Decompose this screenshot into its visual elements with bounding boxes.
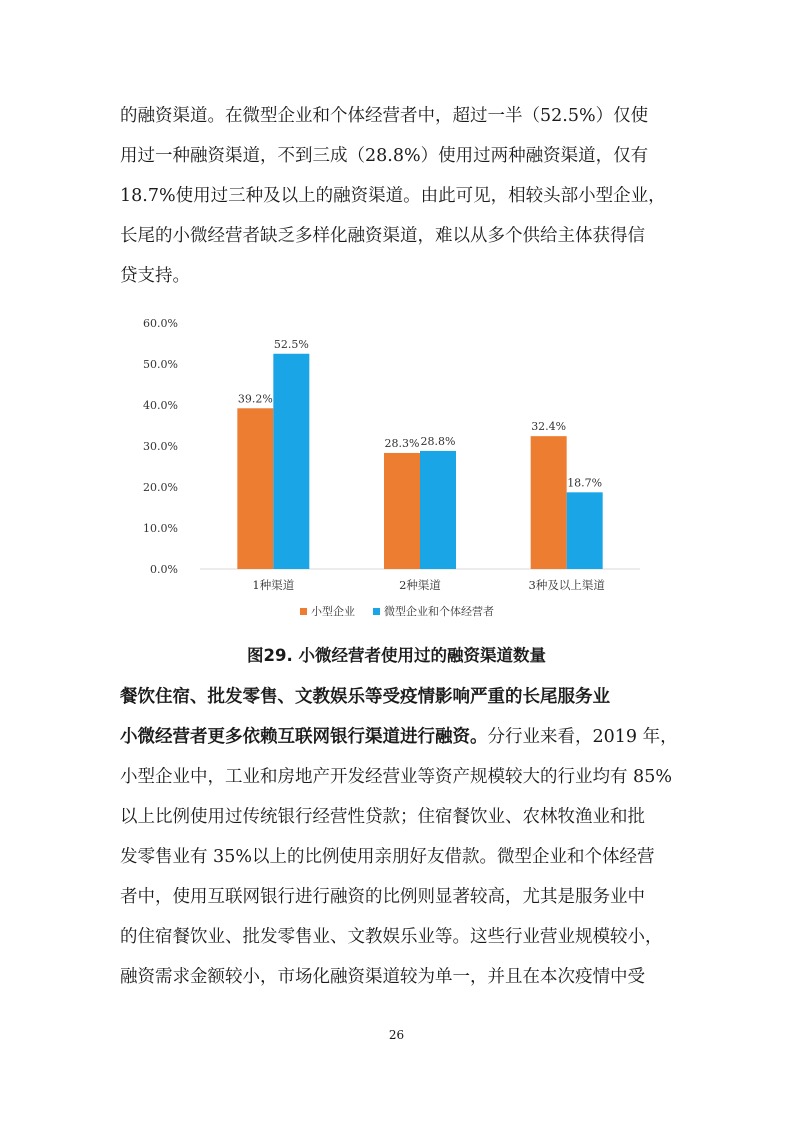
data-label: 18.7% (567, 476, 603, 490)
bold-heading-line: 小微经营者更多依赖互联网银行渠道进行融资。 (120, 727, 488, 747)
bar (420, 451, 456, 569)
text-line: 小型企业中，工业和房地产开发经营业等资产规模较大的行业均有 85% (120, 767, 672, 787)
text-line (120, 717, 680, 757)
x-tick-label: 3种及以上渠道 (528, 578, 605, 592)
y-tick-label: 50.0% (143, 358, 178, 371)
legend-label: 微型企业和个体经营者 (384, 605, 494, 618)
data-label: 32.4% (531, 420, 567, 434)
data-label: 52.5% (273, 337, 309, 351)
page-number: 26 (388, 1028, 405, 1042)
legend-label: 小型企业 (311, 605, 355, 618)
text-line: 发零售业有 35%以上的比例使用亲朋好友借款。微型企业和个体经营 (120, 847, 655, 867)
y-axis (143, 317, 178, 576)
bars (237, 338, 602, 569)
text-line: 以上比例使用过传统银行经营性贷款；住宿餐饮业、农林牧渔业和批 (120, 807, 645, 827)
text-line: 长尾的小微经营者缺乏多样化融资渠道，难以从多个供给主体获得信 (120, 226, 645, 246)
legend-swatch (300, 608, 307, 615)
text-line: 的住宿餐饮业、批发零售业、文教娱乐业等。这些行业营业规模较小， (120, 927, 663, 947)
bar-chart (130, 308, 670, 628)
data-label: 28.3% (384, 436, 420, 450)
paragraph-2 (120, 677, 680, 997)
bar (384, 453, 420, 569)
text-line: 者中，使用互联网银行进行融资的比例则显著较高，尤其是服务业中 (120, 887, 645, 907)
text-line-rest: 分行业来看，2019 年， (487, 727, 678, 747)
x-tick-label: 2种渠道 (399, 578, 441, 592)
paragraph-1 (120, 96, 680, 296)
text-line: 的融资渠道。在微型企业和个体经营者中，超过一半（52.5%）仅使 (120, 106, 649, 126)
bar (531, 436, 567, 569)
text-line: 融资需求金额较小，市场化融资渠道较为单一，并且在本次疫情中受 (120, 967, 645, 987)
figure-caption: 图29. 小微经营者使用过的融资渠道数量 (247, 646, 546, 665)
bold-heading-line: 餐饮住宿、批发零售、文教娱乐等受疫情影响严重的长尾服务业 (120, 687, 610, 707)
x-axis (252, 578, 605, 592)
text-line: 用过一种融资渠道，不到三成（28.8%）使用过两种融资渠道，仅有 (120, 146, 649, 166)
bar (273, 354, 309, 569)
y-tick-label: 40.0% (143, 399, 178, 412)
y-tick-label: 0.0% (150, 563, 178, 576)
bar (567, 492, 603, 569)
x-tick-label: 1种渠道 (252, 578, 295, 592)
y-tick-label: 10.0% (143, 522, 178, 535)
y-tick-label: 60.0% (143, 317, 178, 330)
y-tick-label: 30.0% (143, 440, 178, 453)
legend-swatch (373, 608, 380, 615)
text-line: 贷支持。 (120, 266, 190, 286)
bar (237, 408, 273, 569)
data-label: 28.8% (420, 434, 456, 448)
text-line: 18.7%使用过三种及以上的融资渠道。由此可见，相较头部小型企业， (120, 186, 666, 206)
legend (300, 604, 494, 618)
data-label: 39.2% (237, 392, 273, 406)
y-tick-label: 20.0% (143, 481, 178, 494)
